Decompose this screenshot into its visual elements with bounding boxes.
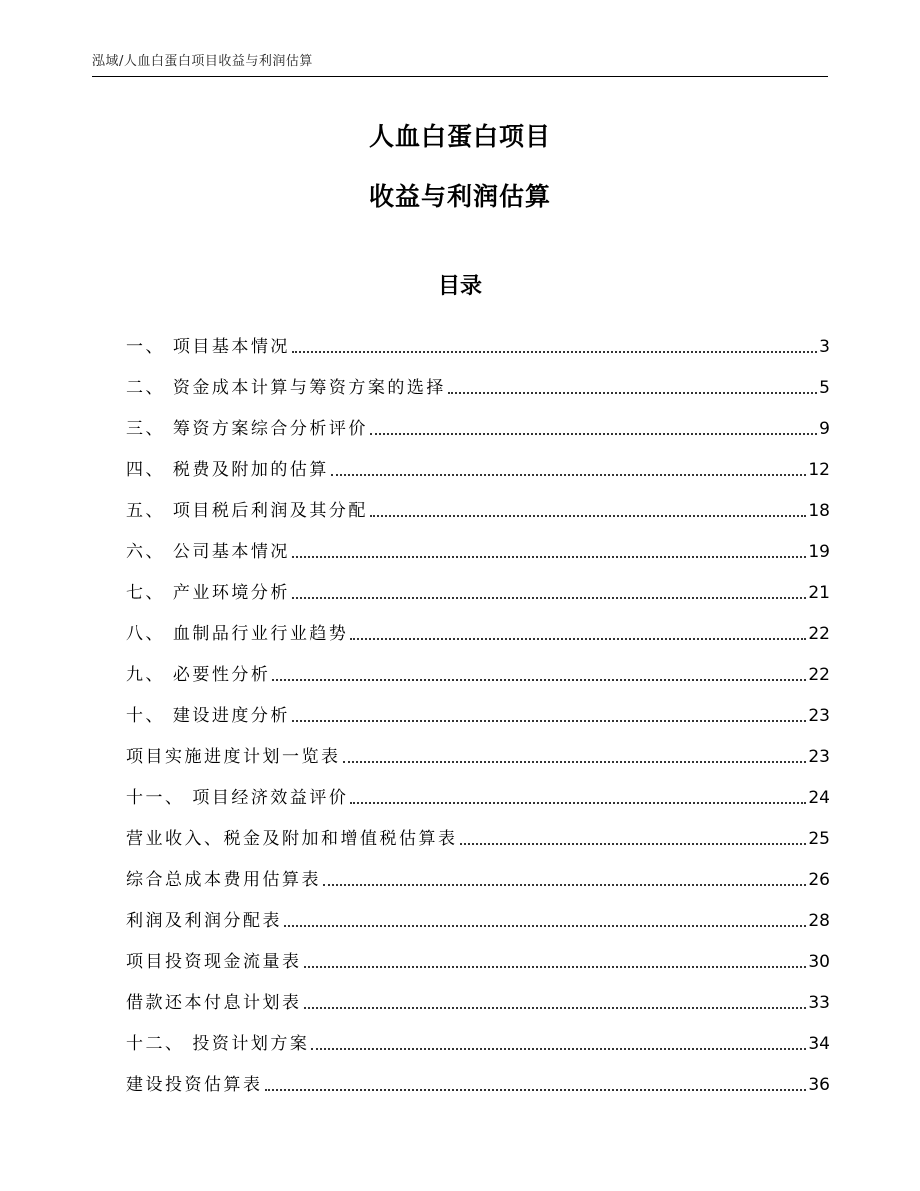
toc-dot-leader <box>272 679 806 681</box>
toc-dot-leader <box>370 433 817 435</box>
toc-entry-label: 十二、 投资计划方案 <box>126 1034 310 1054</box>
toc-dot-leader <box>448 392 817 394</box>
toc-entry[interactable] <box>126 776 830 817</box>
toc-entry[interactable] <box>126 1022 830 1063</box>
toc-entry-page: 24 <box>808 788 830 808</box>
toc-entry[interactable] <box>126 612 830 653</box>
toc-entry-label: 七、 产业环境分析 <box>126 583 290 603</box>
toc-entry-page: 34 <box>808 1034 830 1054</box>
toc-entry-page: 23 <box>808 747 830 767</box>
toc-entry[interactable] <box>126 817 830 858</box>
toc-entry-page: 12 <box>808 460 830 480</box>
toc-entry-label: 项目投资现金流量表 <box>126 952 302 972</box>
toc-entry-page: 22 <box>808 624 830 644</box>
toc-dot-leader <box>350 802 806 804</box>
toc-dot-leader <box>343 761 807 763</box>
toc-dot-leader <box>292 351 817 353</box>
toc-entry-page: 30 <box>808 952 830 972</box>
toc-entry-page: 28 <box>808 911 830 931</box>
toc-entry-label: 四、 税费及附加的估算 <box>126 460 329 480</box>
toc-dot-leader <box>370 515 806 517</box>
toc-entry-label: 项目实施进度计划一览表 <box>126 747 341 767</box>
toc-entry-page: 18 <box>808 501 830 521</box>
toc-entry[interactable] <box>126 489 830 530</box>
toc-entry[interactable] <box>126 366 830 407</box>
toc-entry-label: 十、 建设进度分析 <box>126 706 290 726</box>
toc-entry[interactable] <box>126 653 830 694</box>
toc-entry-page: 19 <box>808 542 830 562</box>
document-title-line-2: 收益与利润估算 <box>368 182 551 211</box>
toc-entry-label: 综合总成本费用估算表 <box>126 870 321 890</box>
toc-dot-leader <box>460 843 807 845</box>
toc-entry-label: 六、 公司基本情况 <box>126 542 290 562</box>
toc-entry-label: 十一、 项目经济效益评价 <box>126 788 349 808</box>
toc-entry-page: 25 <box>808 829 830 849</box>
toc-dot-leader <box>323 884 806 886</box>
toc-entry[interactable] <box>126 1063 830 1104</box>
toc-entry[interactable] <box>126 858 830 899</box>
toc-entry-label: 利润及利润分配表 <box>126 911 282 931</box>
toc-entry[interactable] <box>126 407 830 448</box>
toc-dot-leader <box>350 638 806 640</box>
toc-entry[interactable] <box>126 735 830 776</box>
toc-entry-label: 八、 血制品行业行业趋势 <box>126 624 349 644</box>
toc-dot-leader <box>292 556 806 558</box>
toc-entry-label: 营业收入、税金及附加和增值税估算表 <box>126 829 458 849</box>
header-text: 泓域/人血白蛋白项目收益与利润估算 <box>92 54 313 69</box>
toc-dot-leader <box>304 966 807 968</box>
toc-dot-leader <box>284 925 806 927</box>
table-of-contents <box>126 325 830 1104</box>
toc-entry[interactable] <box>126 571 830 612</box>
toc-entry-label: 五、 项目税后利润及其分配 <box>126 501 368 521</box>
toc-dot-leader <box>292 597 806 599</box>
toc-dot-leader <box>311 1048 806 1050</box>
toc-entry-page: 21 <box>808 583 830 603</box>
toc-entry-label: 建设投资估算表 <box>126 1075 263 1095</box>
toc-entry[interactable] <box>126 981 830 1022</box>
page-header <box>92 52 828 77</box>
toc-entry[interactable] <box>126 448 830 489</box>
toc-dot-leader <box>304 1007 807 1009</box>
toc-entry-label: 借款还本付息计划表 <box>126 993 302 1013</box>
toc-entry-page: 26 <box>808 870 830 890</box>
toc-entry[interactable] <box>126 530 830 571</box>
toc-entry-page: 9 <box>819 419 830 439</box>
toc-entry-label: 二、 资金成本计算与筹资方案的选择 <box>126 378 446 398</box>
toc-entry-page: 36 <box>808 1075 830 1095</box>
toc-entry-page: 5 <box>819 378 830 398</box>
toc-entry-label: 一、 项目基本情况 <box>126 337 290 357</box>
toc-dot-leader <box>331 474 806 476</box>
toc-entry-page: 33 <box>808 993 830 1013</box>
toc-entry[interactable] <box>126 325 830 366</box>
toc-heading: 目录 <box>437 274 482 299</box>
toc-dot-leader <box>265 1089 807 1091</box>
toc-entry-page: 3 <box>819 337 830 357</box>
toc-entry[interactable] <box>126 694 830 735</box>
toc-entry-label: 九、 必要性分析 <box>126 665 271 685</box>
document-title-line-1: 人血白蛋白项目 <box>368 122 551 151</box>
toc-entry-page: 23 <box>808 706 830 726</box>
toc-entry[interactable] <box>126 940 830 981</box>
toc-entry[interactable] <box>126 899 830 940</box>
toc-dot-leader <box>292 720 806 722</box>
toc-entry-page: 22 <box>808 665 830 685</box>
toc-entry-label: 三、 筹资方案综合分析评价 <box>126 419 368 439</box>
